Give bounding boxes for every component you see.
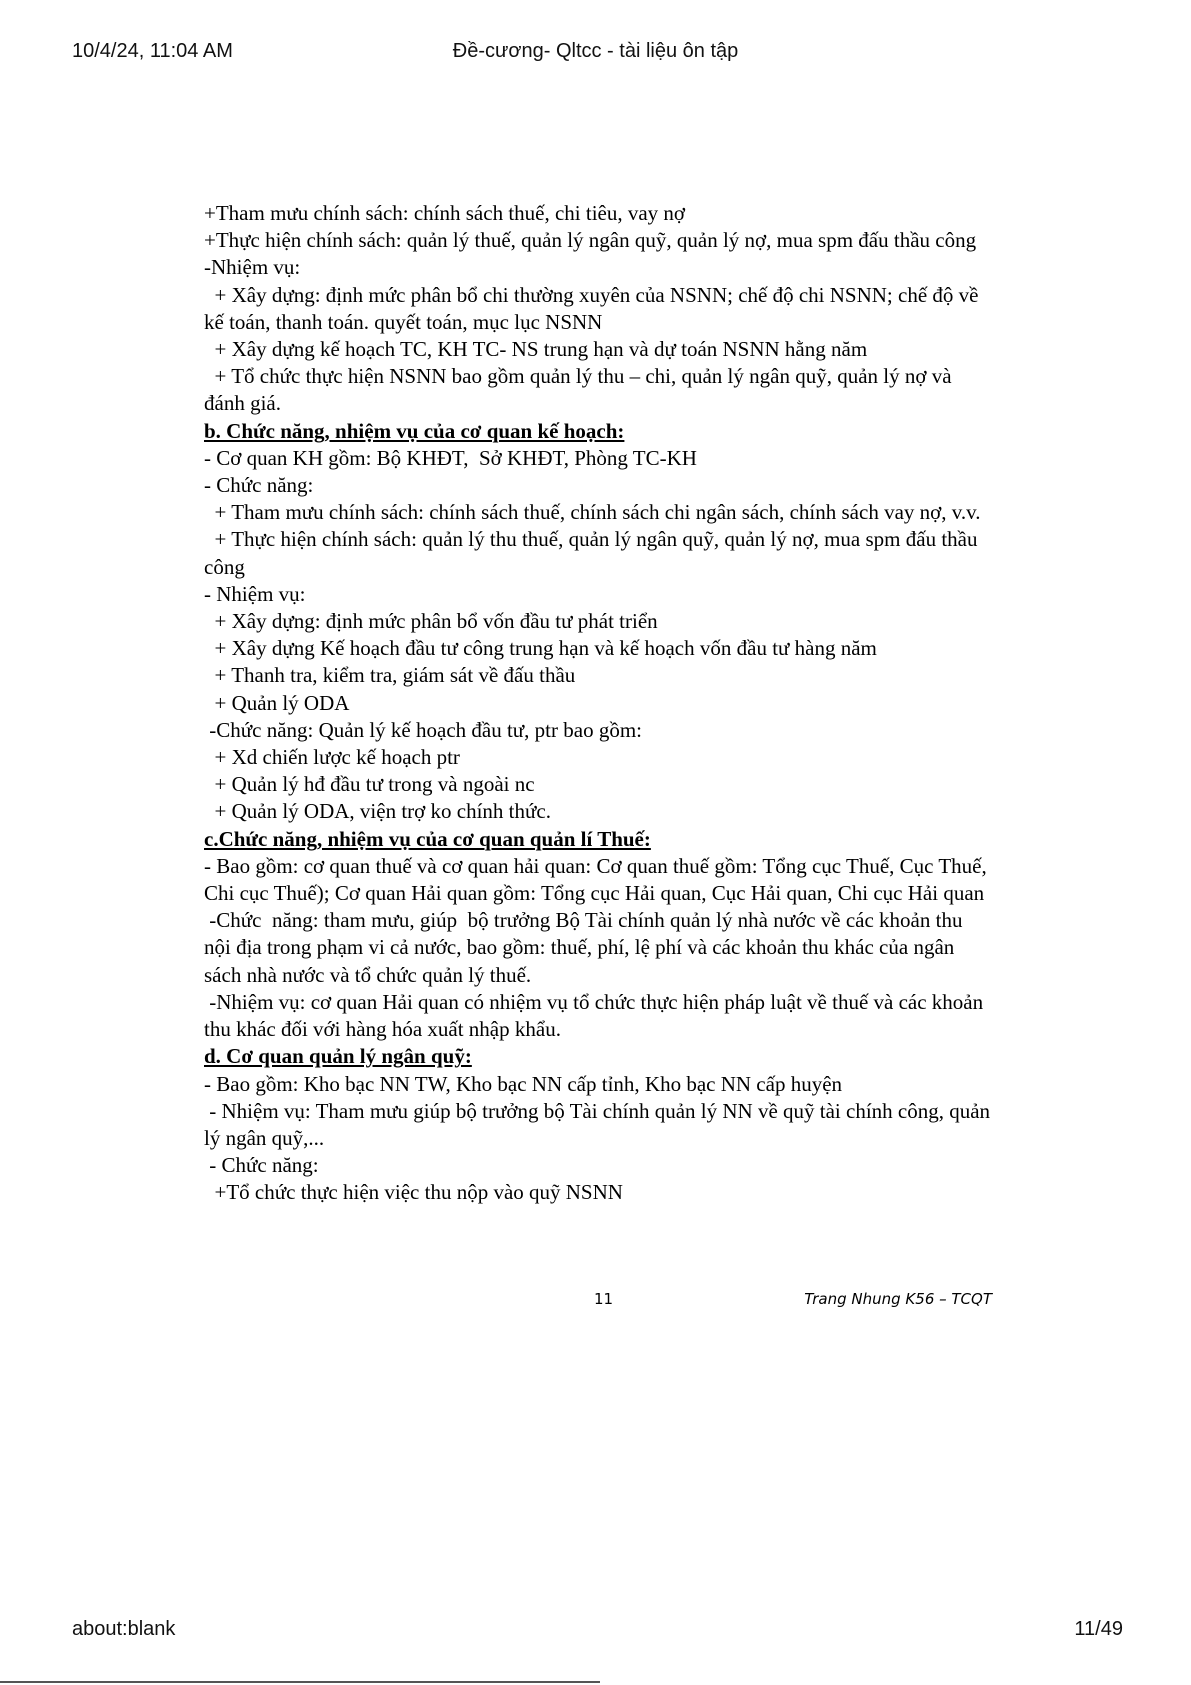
- text-line: + Xây dựng: định mức phân bổ chi thường xuyên của NSNN; chế độ chi NSNN; chế độ về kế toán, thanh toán. quyết toán, mục lục NSNN: [204, 282, 984, 334]
- text-line: + Quản lý ODA, viện trợ ko chính thức.: [204, 799, 551, 824]
- text-line: - Cơ quan KH gồm: Bộ KHĐT, Sở KHĐT, Phòng TC-KH: [204, 445, 697, 470]
- text-line: -Nhiệm vụ:: [204, 255, 301, 280]
- text-line: -Chức năng: tham mưu, giúp bộ trưởng Bộ Tài chính quản lý nhà nước về các khoản thu nội địa trong phạm vi cả nước, bao gồm: thuế, phí, lệ phí và các khoản thu khác của ngân sách nhà nước và tổ chức quản lý thuế.: [204, 908, 968, 987]
- print-datetime: 10/4/24, 11:04 AM: [72, 40, 233, 62]
- section-heading: c.Chức năng, nhiệm vụ của cơ quan quản lí Thuế:: [204, 826, 651, 851]
- text-line: + Tham mưu chính sách: chính sách thuế, chính sách chi ngân sách, chính sách vay nợ, v.v.: [204, 500, 981, 525]
- text-line: - Nhiệm vụ:: [204, 581, 306, 606]
- text-line: + Xây dựng: định mức phân bổ vốn đầu tư phát triển: [204, 609, 658, 634]
- text-line: + Xây dựng kế hoạch TC, KH TC- NS trung hạn và dự toán NSNN hằng năm: [204, 337, 868, 362]
- text-line: - Bao gồm: cơ quan thuế và cơ quan hải quan: Cơ quan thuế gồm: Tổng cục Thuế, Cục Thuế, Chi cục Thuế); Cơ quan Hải quan gồm: Tổng cục Hải quan, Cục Hải quan, Chi cục Hải quan: [204, 853, 992, 906]
- print-url: about:blank: [72, 1618, 176, 1640]
- text-line: - Chức năng:: [204, 473, 314, 498]
- text-line: - Chức năng:: [204, 1153, 319, 1178]
- text-line: + Tổ chức thực hiện NSNN bao gồm quản lý thu – chi, quản lý ngân quỹ, quản lý nợ và đánh giá.: [204, 364, 957, 416]
- section-heading: b. Chức năng, nhiệm vụ của cơ quan kế hoạch:: [204, 418, 625, 443]
- text-line: + Xây dựng Kế hoạch đầu tư công trung hạn và kế hoạch vốn đầu tư hàng năm: [204, 636, 877, 661]
- document-author: Trang Nhung K56 – TCQT: [804, 1290, 992, 1308]
- text-line: + Xd chiến lược kế hoạch ptr: [204, 745, 460, 770]
- print-document-title: Đề-cương- Qltcc - tài liệu ôn tập: [452, 40, 739, 62]
- document-page-footer: [204, 1290, 992, 1312]
- section-heading: d. Cơ quan quản lý ngân quỹ:: [204, 1044, 472, 1069]
- text-line: + Quản lý ODA: [204, 690, 350, 715]
- text-line: + Thanh tra, kiểm tra, giám sát về đấu thầu: [204, 663, 576, 688]
- document-page-number: 11: [594, 1290, 614, 1308]
- text-line: + Quản lý hđ đầu tư trong và ngoài nc: [204, 772, 535, 797]
- text-line: -Nhiệm vụ: cơ quan Hải quan có nhiệm vụ tổ chức thực hiện pháp luật về thuế và các khoản thu khác đối với hàng hóa xuất nhập khẩu.: [204, 989, 989, 1042]
- page-divider: [0, 1681, 600, 1683]
- text-line: +Thực hiện chính sách: quản lý thuế, quản lý ngân quỹ, quản lý nợ, mua spm đấu thầu công: [204, 228, 977, 253]
- text-line: - Nhiệm vụ: Tham mưu giúp bộ trưởng bộ Tài chính quản lý NN về quỹ tài chính công, quản lý ngân quỹ,...: [204, 1098, 996, 1150]
- document-body: [204, 200, 996, 1207]
- text-line: +Tổ chức thực hiện việc thu nộp vào quỹ NSNN: [204, 1180, 623, 1205]
- text-line: +Tham mưu chính sách: chính sách thuế, chi tiêu, vay nợ: [204, 201, 686, 225]
- text-line: + Thực hiện chính sách: quản lý thu thuế, quản lý ngân quỹ, quản lý nợ, mua spm đấu thầu công: [204, 527, 983, 579]
- text-line: -Chức năng: Quản lý kế hoạch đầu tư, ptr bao gồm:: [204, 717, 642, 742]
- print-page-counter: 11/49: [1074, 1618, 1123, 1640]
- text-line: - Bao gồm: Kho bạc NN TW, Kho bạc NN cấp tỉnh, Kho bạc NN cấp huyện: [204, 1071, 843, 1096]
